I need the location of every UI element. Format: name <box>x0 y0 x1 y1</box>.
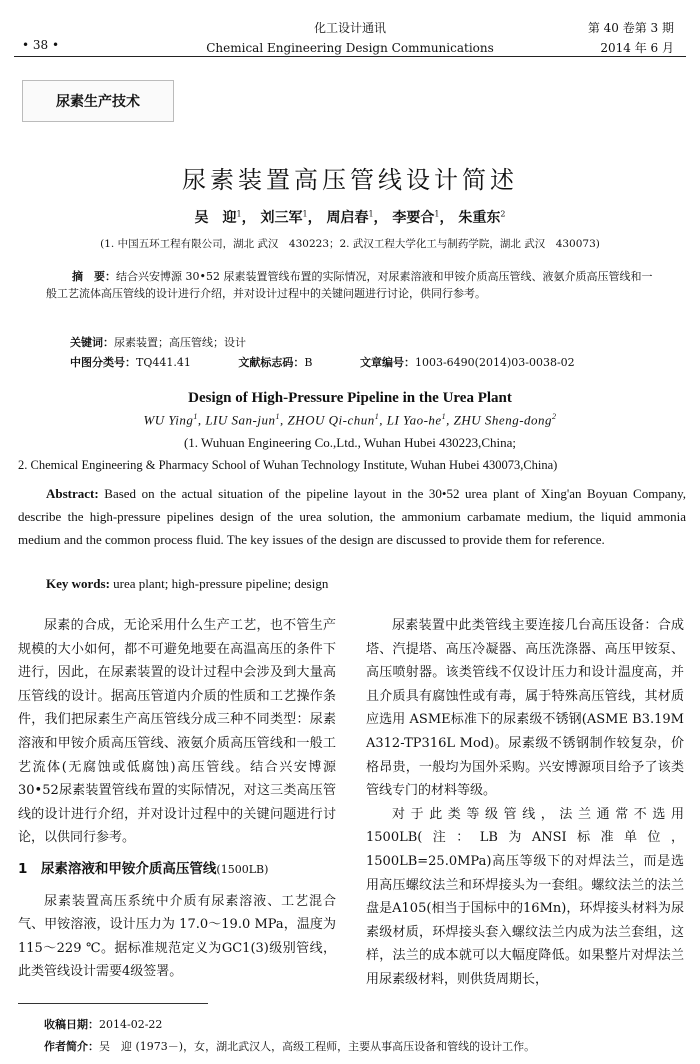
affiliation-en-2: 2. Chemical Engineering & Pharmacy School of Wuhan Technology Institute, Wuhan Hubei 430073,China) <box>18 458 558 472</box>
section-heading <box>18 858 336 882</box>
author-list-en: WU Ying$^1$, LIU San-jun$^1$, ZHOU Qi-chun$^1$, LI Yao-$he^1$, ZHU Sheng-dong$^2$ <box>143 412 557 428</box>
article-no-value: 1003-6490(2014)03-0038-02 <box>414 356 575 369</box>
author-sup: 1 <box>374 412 380 421</box>
section-label: 尿素生产技术 <box>22 80 174 122</box>
section-heading-suffix: (1500LB) <box>216 862 269 876</box>
affiliation-cn: (1. 中国五环工程有限公司，湖北 武汉 430223；2. 武汉工程大学化工与制药学院，湖北 武汉 430073) <box>100 238 600 250</box>
keywords-en <box>46 576 328 592</box>
author-name: 吴 迎 <box>194 210 237 226</box>
page-number: • 38 • <box>22 38 60 52</box>
bio-label: 作者简介： <box>44 1040 99 1053</box>
issue-date: 2014 年 6 月 <box>600 41 674 55</box>
received-date: 2014-02-22 <box>99 1018 163 1031</box>
author-name-en: WU Ying <box>143 412 194 428</box>
footnote-divider <box>18 1003 208 1004</box>
volume-issue: 第 40 卷第 3 期 <box>587 21 674 35</box>
classification-row <box>70 354 619 370</box>
author-name: 周启春 <box>326 210 369 226</box>
doc-code-label: 文献标志码： <box>238 356 305 369</box>
clc-label: 中图分类号： <box>70 356 136 369</box>
journal-name-cn: 化工设计通讯 <box>313 21 386 35</box>
keywords-cn <box>70 334 246 350</box>
keywords-text: 尿素装置；高压管线；设计 <box>114 336 246 349</box>
author-name: 朱重东 <box>458 210 501 226</box>
body-paragraph: 尿素装置中此类管线主要连接几台高压设备：合成塔、汽提塔、高压冷凝器、高压洗涤器、高压甲铵泵、高压喷射器。该类管线不仅设计压力和设计温度高，并且介质具有腐蚀性或有毒，属于特殊高压管线，其材质应选用 ASME标准下的尿素级不锈钢(ASME B3.19M A312-TP316L Mod)。尿素级不锈钢制作较复杂，价格昂贵，一般均为国外采购。兴安博源项目给予了该类管线专门的材料等级。 <box>366 618 684 799</box>
keywords-en-label: Key words: <box>46 576 110 591</box>
doc-code-value: B <box>304 356 313 369</box>
keywords-label: 关键词： <box>70 336 114 349</box>
paper-title-en: Design of High-Pressure Pipeline in the Urea Plant <box>188 390 512 406</box>
abstract-en-label: Abstract: <box>46 486 99 501</box>
author-sup: 1 <box>236 209 242 219</box>
footnote-bio <box>44 1038 535 1054</box>
author-name-en: ZHU Sheng-dong <box>453 412 553 428</box>
issue-info <box>588 18 674 58</box>
author-name: 李要合 <box>392 210 435 226</box>
author-sup: 1 <box>368 209 374 219</box>
author-name-en: LI Yao-he <box>386 412 442 428</box>
footnote-received <box>44 1016 162 1032</box>
body-column-right <box>366 614 684 992</box>
bio-text: 吴 迎 (1973－)，女，湖北武汉人，高级工程师，主要从事高压设备和管线的设计工作。 <box>99 1040 536 1053</box>
author-sup: 1 <box>441 412 447 421</box>
author-sup: 2 <box>552 412 557 421</box>
journal-name-en: Chemical Engineering Design Communications <box>206 41 494 55</box>
body-paragraph: 尿素装置高压系统中介质有尿素溶液、工艺混合气、甲铵溶液，设计压力为 17.0～19.0 MPa，温度为 115～229 ℃。据标准规范定义为GC1(3)级别管线，此类管线设计需要4级签署。 <box>18 893 336 980</box>
paper-title: 尿素装置高压管线设计简述 <box>182 166 518 194</box>
author-sup: 1 <box>275 412 280 421</box>
clc-value: TQ441.41 <box>136 356 191 369</box>
abstract-en-text: Based on the actual situation of the pipeline layout in the 30•52 urea plant of Xing'an Boyuan Company, describe the high-pressure pipelines design of the urea solution, the ammonium carbamate medium, the liquid ammonia medium and the common process fluid. The key issues of the design are discussed to provide them for reference. <box>18 486 687 547</box>
author-sup: 1 <box>434 209 440 219</box>
keywords-en-text: urea plant; high-pressure pipeline; design <box>113 576 329 591</box>
author-sup: 2 <box>500 209 506 219</box>
author-name: 刘三军 <box>260 210 303 226</box>
body-paragraph: 尿素的合成，无论采用什么生产工艺，也不管生产规模的大小如何，都不可避免地要在高温高压的条件下进行，因此，在尿素装置的设计过程中会涉及到大量高压管线的设计。据高压管道内介质的性质和工艺操作条件，我们把尿素生产高压管线分成三种不同类型：尿素溶液和甲铵介质高压管线、液氨介质高压管线和一般工艺流体(无腐蚀或低腐蚀)高压管线。结合兴安博源30•52尿素装置管线布置的实际情况，对这三类高压管线的设计进行介绍，并对设计过程中的关键问题进行讨论，以供同行参考。 <box>18 618 336 846</box>
author-name-en: ZHOU Qi-chun <box>287 412 375 428</box>
abstract-en <box>18 482 686 551</box>
author-sup: 1 <box>302 209 308 219</box>
abstract-text: 结合兴安博源 30•52 尿素装置管线布置的实际情况，对尿素溶液和甲铵介质高压管线、液氨介质高压管线和一般工艺流体高压管线的设计进行介绍，并对设计过程中的关键问题进行讨论，供同行参考。 <box>46 270 653 300</box>
author-list-cn: 吴 迎$^1$， 刘三军$^1$， 周启春$^1$， 李要合$^1$， 朱重东$^2$ <box>194 209 506 226</box>
header-divider <box>14 56 686 57</box>
abstract-label: 摘 要： <box>72 270 116 283</box>
affiliation-en-1: (1. Wuhuan Engineering Co.,Ltd., Wuhan Hubei 430223,China; <box>183 435 517 450</box>
section-heading-text: 1 尿素溶液和甲铵介质高压管线 <box>18 860 217 877</box>
body-column-left <box>18 614 336 984</box>
author-sup: 1 <box>193 412 198 421</box>
abstract-cn <box>46 268 658 302</box>
body-paragraph: 对于此类等级管线，法兰通常不选用 1500LB(注：LB为ANSI标准单位，1500LB=25.0MPa)高压等级下的对焊法兰，而是选用高压螺纹法兰和环焊接头为一套组。螺纹法兰的法兰盘是A105(相当于国标中的16Mn)，环焊接头材料为尿素级材质，环焊接头套入螺纹法兰内成为法兰套组，这样，法兰的成本就可以大幅度降低。如果整片对焊法兰用尿素级材料，则供货周期长， <box>366 806 684 987</box>
received-label: 收稿日期： <box>44 1018 99 1031</box>
author-name-en: LIU San-jun <box>205 412 276 428</box>
article-no-label: 文章编号： <box>359 356 415 369</box>
